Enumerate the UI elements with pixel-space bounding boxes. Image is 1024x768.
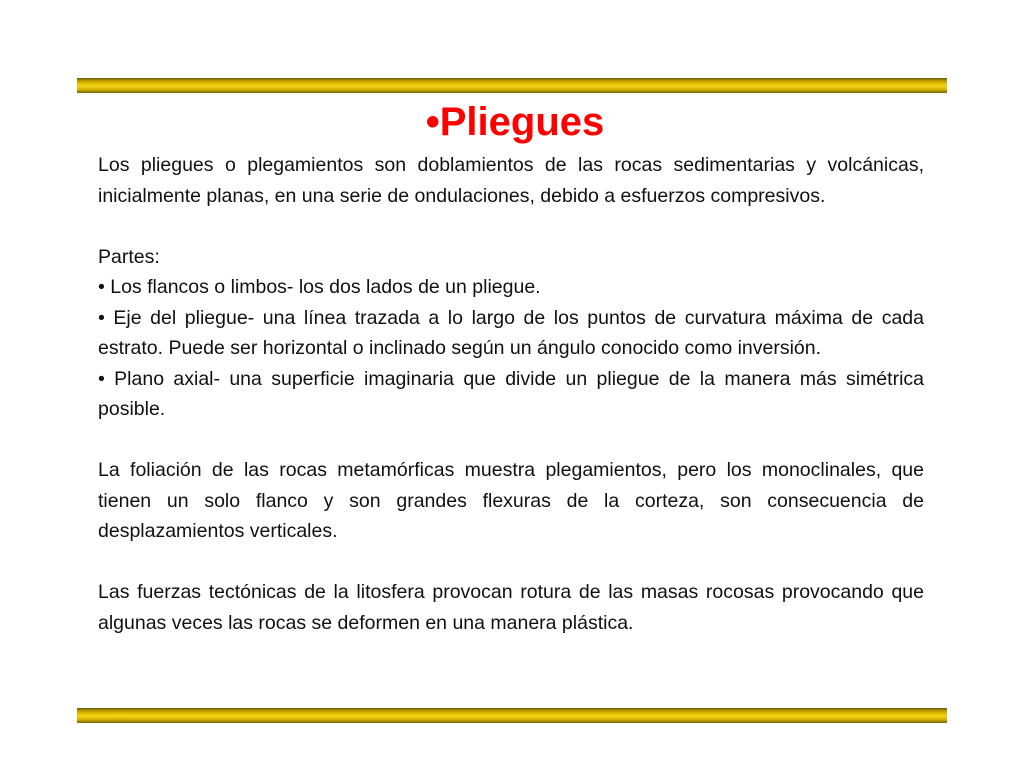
- parts-item-flancos: • Los flancos o limbos- los dos lados de un pliegue.: [98, 276, 541, 298]
- paragraph-spacer: [98, 211, 924, 242]
- slide-body: [98, 150, 924, 638]
- bottom-decorative-bar: [77, 708, 947, 723]
- paragraph-spacer: [98, 425, 924, 456]
- slide-title-text: •Pliegues: [425, 100, 605, 144]
- parts-item-plano-axial: • Plano axial- una superficie imaginaria que divide un pliegue de la manera más simétrica posible.: [98, 367, 924, 420]
- top-decorative-bar: [77, 78, 947, 93]
- paragraph-spacer: [98, 547, 924, 578]
- parts-item-eje: • Eje del pliegue- una línea trazada a lo largo de los puntos de curvatura máxima de cada estrato. Puede ser horizontal o inclinado según un ángulo conocido como inversión.: [98, 306, 924, 359]
- intro-paragraph: Los pliegues o plegamientos son doblamientos de las rocas sedimentarias y volcánicas, inicialmente planas, en una serie de ondulaciones, debido a esfuerzos compresivos.: [98, 154, 924, 207]
- tectonic-paragraph: Las fuerzas tectónicas de la litosfera provocan rotura de las masas rocosas provocando que algunas veces las rocas se deformen en una manera plástica.: [98, 581, 924, 634]
- foliation-paragraph: La foliación de las rocas metamórficas muestra plegamientos, pero los monoclinales, que tienen un solo flanco y son grandes flexuras de la corteza, son consecuencia de desplazamientos verticales.: [98, 459, 924, 542]
- slide-title: [0, 96, 1024, 148]
- parts-heading: Partes:: [98, 245, 160, 268]
